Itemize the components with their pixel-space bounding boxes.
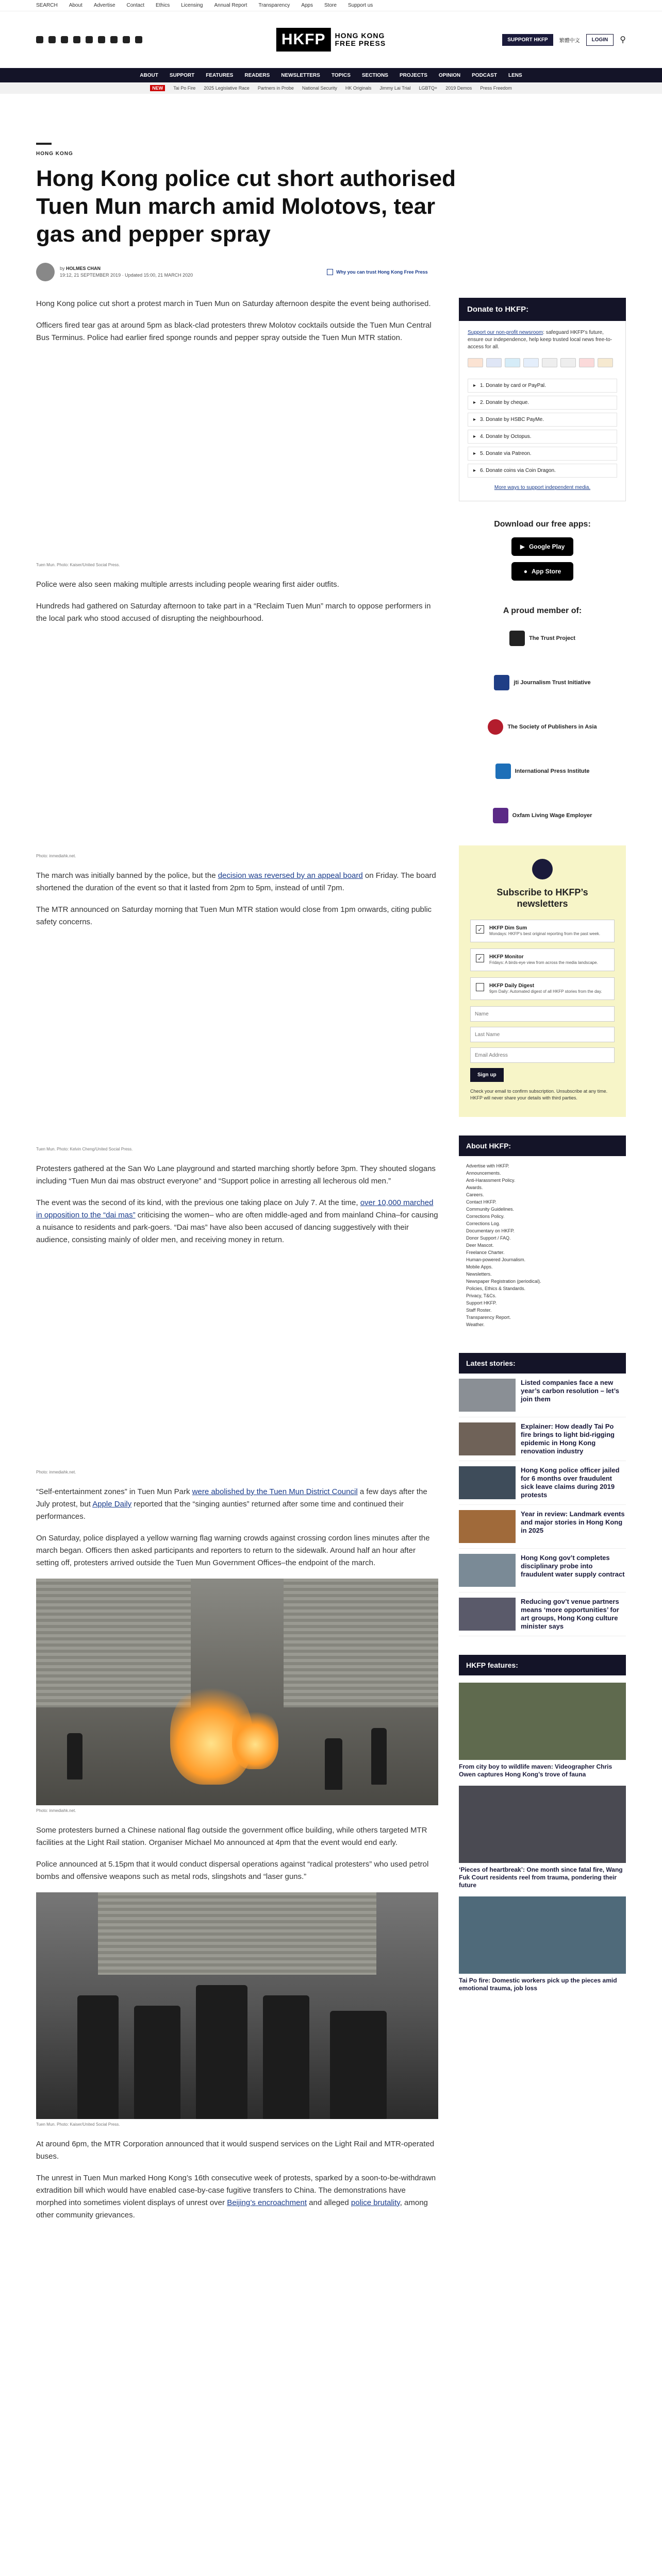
latest-title: Latest stories: — [459, 1353, 626, 1374]
paragraph — [36, 870, 438, 894]
article-dates: 19:12, 21 SEPTEMBER 2019 · Updated 15:00, 21 MARCH 2020 — [60, 273, 193, 278]
latest-stories — [459, 1374, 626, 1636]
by-label: by — [60, 266, 65, 271]
trending-link[interactable]: National Security — [302, 86, 337, 91]
trending-link[interactable]: LGBTQ+ — [419, 86, 438, 91]
trust-link[interactable] — [327, 269, 428, 275]
facebook-icon[interactable] — [36, 36, 43, 43]
oxfam-icon — [493, 808, 508, 823]
more-ways-link[interactable]: More ways to support independent media. — [494, 485, 591, 490]
play-icon: ▶ — [520, 543, 525, 550]
app-store-label: App Store — [531, 568, 561, 575]
member-label: Oxfam Living Wage Employer — [512, 812, 592, 819]
feature-image — [459, 1683, 626, 1760]
paypal-icon — [523, 358, 539, 367]
paragraph — [36, 1486, 438, 1523]
logo-line-1: HONG KONG — [335, 31, 385, 40]
article-header — [36, 94, 626, 282]
photo-figure — [263, 1995, 309, 2119]
article-title: Hong Kong police cut short authorised Tuen Mun march amid Molotovs, tear gas and pepper spray — [36, 166, 456, 247]
linkedin-icon[interactable] — [98, 36, 105, 43]
donate-text: : safeguard HKFP’s future, ensure our independence, help keep trusted local news free-to-access for all. — [468, 330, 613, 350]
text-run: criticising the women– who are often middle-aged and from mainland China–for causing a nuisance to residents and park-goers. “Dai mas” have also been accused of dancing suggestively with their audience, consisting mainly of older men, and receiving money in return. — [36, 1211, 438, 1244]
paragraph: At around 6pm, the MTR Corporation announced that it would suspend services on the Light Rail and MTR-operated buses. — [36, 2140, 435, 2161]
article-kicker[interactable]: HONG KONG — [36, 151, 73, 157]
apple-icon: ● — [523, 568, 527, 575]
paragraph: Hong Kong police cut short a protest march in Tuen Mun on Saturday afternoon despite the event being authorised. — [36, 299, 431, 308]
telegram-icon[interactable] — [123, 36, 130, 43]
about-link[interactable]: Staff Roster. — [466, 1308, 492, 1313]
member-logo[interactable] — [459, 713, 626, 741]
member-logo[interactable] — [459, 801, 626, 830]
photo-flame — [232, 1707, 278, 1769]
trending-link[interactable]: 2019 Demos — [445, 86, 472, 91]
jti-icon — [494, 675, 509, 690]
nav-opinion[interactable]: OPINION — [438, 72, 461, 78]
photo-figure — [77, 1995, 119, 2119]
story-thumbnail — [459, 1379, 516, 1412]
nav-sections[interactable]: SECTIONS — [361, 72, 388, 78]
text-run: reported that the “singing aunties” returned after some time and continued their performances. — [36, 1500, 404, 1521]
photo-caption: Tuen Mun. Photo: Kaiser/United Social Press. — [36, 2122, 120, 2127]
nav-podcast[interactable]: PODCAST — [472, 72, 498, 78]
story-title: Reducing gov’t venue partners means ‘more opportunities’ for art groups, Hong Kong culture minister says — [521, 1598, 619, 1630]
story-title: Hong Kong gov’t completes disciplinary probe into fraudulent water supply contract — [521, 1554, 625, 1578]
donate-link[interactable]: Support our non-profit newsroom — [468, 330, 543, 335]
feature-title: Tai Po fire: Domestic workers pick up the pieces amid emotional trauma, job loss — [459, 1977, 617, 1992]
byline — [36, 262, 626, 282]
paragraph: Hundreds had gathered on Saturday afternoon to take part in a “Reclaim Tuen Mun” march to oppose performers in the local park who stood accused of disrupting the neighbourhood. — [36, 602, 431, 623]
nav-readers[interactable]: READERS — [244, 72, 270, 78]
page-container — [36, 94, 626, 2231]
donate-option-label: 2. Donate by cheque. — [480, 400, 529, 405]
photo-figure — [325, 1738, 342, 1790]
x-icon[interactable] — [48, 36, 56, 43]
text-run: , among other community grievances. — [36, 2198, 428, 2219]
donate-option-label: 1. Donate by card or PayPal. — [480, 383, 546, 388]
text-run: “Self-entertainment zones” in Tuen Mun Park — [36, 1487, 192, 1496]
newsletter-option[interactable] — [470, 977, 615, 1000]
utility-apps[interactable]: Apps — [301, 3, 313, 8]
nav-projects[interactable]: PROJECTS — [399, 72, 427, 78]
article-body — [36, 298, 438, 2231]
utility-advertise[interactable]: Advertise — [93, 3, 115, 8]
about-link[interactable]: Advertise with HKFP. — [466, 1163, 509, 1168]
story-title: Explainer: How deadly Tai Po fire brings to light bid-rigging epidemic in Hong Kong renovation industry — [521, 1422, 615, 1455]
header-actions — [502, 34, 626, 46]
about-link[interactable]: Community Guidelines. — [466, 1207, 515, 1212]
apple-daily-link[interactable]: Apple Daily — [92, 1500, 132, 1509]
about-link[interactable]: Careers. — [466, 1192, 484, 1197]
newsletter-option-text — [489, 925, 600, 937]
utility-contact[interactable]: Contact — [126, 3, 144, 8]
about-link[interactable]: Policies, Ethics & Standards. — [466, 1286, 526, 1291]
district-council-link[interactable]: were abolished by the Tuen Mun District Council — [192, 1487, 358, 1496]
member-label: International Press Institute — [515, 768, 590, 774]
police-brutality-link[interactable]: police brutality — [351, 2198, 400, 2207]
utility-annual-report[interactable]: Annual Report — [214, 3, 247, 8]
about-link[interactable]: Awards. — [466, 1185, 483, 1190]
photo-shutter — [98, 1892, 376, 1975]
donate-lead — [468, 329, 617, 351]
text-run: The event was the second of its kind, with the previous one taking place on July 7. At the time, — [36, 1198, 360, 1207]
newsletter-desc: Fridays: A birds-eye view from across the media landscape. — [489, 960, 598, 965]
about-list — [459, 1156, 626, 1334]
paragraph: Police were also seen making multiple arrests including people wearing first aider outfits. — [36, 580, 339, 589]
newsletter-desc: 9pm Daily: Automated digest of all HKFP stories from the day. — [489, 989, 602, 994]
apps-title: Download our free apps: — [494, 520, 591, 529]
logo-mark: HKFP — [276, 28, 331, 52]
utility-bar — [0, 0, 662, 11]
text-run: The unrest in Tuen Mun marked Hong Kong’s 16th consecutive week of protests, sparked by a soon-to-be-withdrawn extradition bill which would have enabled case-by-case fugitive transfers to China. The demonstrations have morphed into sometimes violent displays of unrest over — [36, 2174, 436, 2207]
donate-option[interactable] — [468, 430, 617, 444]
newsletter-option-text — [489, 983, 602, 994]
rss-icon[interactable] — [135, 36, 142, 43]
text-run: on Friday. The board shortened the duration of the event so that it lasted from 2pm to 5pm, instead of until 7pm. — [36, 871, 436, 892]
about-link[interactable]: Corrections Policy. — [466, 1214, 505, 1219]
photo-blank — [36, 938, 438, 1144]
paragraph: Police announced at 5.15pm that it would conduct dispersal operations against “radical protesters” who used petrol bombs and offensive weapons such as metal rods, slingshots and “laser guns.” — [36, 1860, 429, 1881]
feature-story[interactable] — [459, 1683, 626, 1778]
latest-story[interactable] — [459, 1374, 626, 1417]
about-link[interactable]: Announcements. — [466, 1171, 501, 1176]
google-play-button[interactable] — [511, 537, 573, 556]
content-layout — [36, 298, 626, 2231]
features-title: HKFP features: — [459, 1655, 626, 1675]
triangle-icon: ▸ — [473, 417, 476, 422]
about-link[interactable]: Freelance Charter. — [466, 1250, 505, 1255]
paragraph — [36, 2172, 438, 2222]
donate-option-label: 3. Donate by HSBC PayMe. — [480, 417, 544, 422]
donate-box — [459, 321, 626, 501]
newsletter-title: Subscribe to HKFP’s newsletters — [496, 887, 588, 909]
latest-story[interactable] — [459, 1549, 626, 1592]
amex-icon — [505, 358, 520, 367]
utility-about[interactable]: About — [69, 3, 82, 8]
triangle-icon: ▸ — [473, 383, 476, 388]
paragraph: On Saturday, police displayed a yellow warning flag warning crowds against crossing cordon lines minutes after the march began. Officers then asked participants and reporters to return to the sidewalk. Around half an hour after setting off, protesters arrived outside the Tuen Mun Government Offices–the endpoint of the march. — [36, 1534, 430, 1567]
photo-figure — [134, 2006, 180, 2119]
youtube-icon[interactable] — [110, 36, 118, 43]
story-thumbnail — [459, 1510, 516, 1543]
member-logo[interactable] — [459, 624, 626, 653]
donate-option[interactable] — [468, 464, 617, 478]
text-run: a few days after the July protest, but — [36, 1487, 427, 1509]
octopus-icon — [598, 358, 613, 367]
sidebar — [459, 298, 626, 2231]
member-label: The Trust Project — [529, 635, 575, 641]
about-link[interactable]: Deer Mascot. — [466, 1243, 494, 1248]
feature-image — [459, 1896, 626, 1974]
triangle-icon: ▸ — [473, 451, 476, 456]
latest-story[interactable] — [459, 1592, 626, 1636]
apple-pay-icon — [542, 358, 557, 367]
triangle-icon: ▸ — [473, 434, 476, 439]
new-badge: NEW — [150, 85, 165, 91]
photo-molotov-fire — [36, 1579, 438, 1805]
trending-link[interactable]: Press Freedom — [480, 86, 512, 91]
utility-store[interactable]: Store — [324, 3, 337, 8]
about-link[interactable]: Corrections Log. — [466, 1221, 501, 1226]
newsletter-option-text — [489, 954, 598, 965]
story-title: Year in review: Landmark events and major stories in Hong Kong in 2025 — [521, 1510, 625, 1534]
photo-caption: Photo: inmediahk.net. — [36, 1470, 76, 1475]
utility-search[interactable]: SEARCH — [36, 3, 58, 8]
about-link[interactable]: Human-powered Journalism. — [466, 1257, 526, 1262]
latest-story[interactable] — [459, 1461, 626, 1505]
story-thumbnail — [459, 1598, 516, 1631]
latest-story[interactable] — [459, 1417, 626, 1461]
byline-meta — [60, 265, 193, 279]
ipi-icon — [495, 764, 511, 779]
nav-features[interactable]: FEATURES — [206, 72, 234, 78]
paragraph: Protesters gathered at the San Wo Lane playground and started marching shortly before 3pm. They shouted slogans including “Tuen Mun dai mas obstruct everyone” and “Support police in arresting all lecherous old men.” — [36, 1164, 436, 1185]
newsletter-note: Check your email to confirm subscription. Unsubscribe at any time. HKFP will never share your details with third parties. — [470, 1089, 608, 1100]
nav-newsletters[interactable]: NEWSLETTERS — [281, 72, 320, 78]
about-link[interactable]: Transparency Report. — [466, 1315, 511, 1320]
feature-story[interactable] — [459, 1896, 626, 1992]
nav-support[interactable]: SUPPORT — [169, 72, 195, 78]
support-hkfp-button[interactable]: SUPPORT HKFP — [502, 34, 553, 46]
newsletter-checkbox[interactable]: ✓ — [476, 954, 484, 962]
about-link[interactable]: Donor Support / FAQ. — [466, 1235, 511, 1241]
sign-up-button[interactable]: Sign up — [470, 1068, 504, 1082]
donate-option[interactable] — [468, 379, 617, 393]
utility-licensing[interactable]: Licensing — [181, 3, 203, 8]
story-thumbnail — [459, 1466, 516, 1499]
triangle-icon: ▸ — [473, 468, 476, 473]
author-avatar[interactable] — [36, 263, 55, 281]
social-links — [36, 36, 142, 43]
photo-shutter — [36, 1579, 191, 1707]
nav-about[interactable]: ABOUT — [140, 72, 158, 78]
newsletter-checkbox[interactable]: ✓ — [476, 925, 484, 934]
utility-transparency[interactable]: Transparency — [258, 3, 290, 8]
name-field[interactable] — [470, 1006, 615, 1022]
about-title: About HKFP: — [459, 1136, 626, 1156]
photo-figure — [330, 2011, 387, 2119]
app-store-button[interactable] — [511, 562, 573, 581]
trending-link[interactable]: Partners in Probe — [257, 86, 294, 91]
trending-link[interactable]: Jimmy Lai Trial — [379, 86, 411, 91]
nav-lens[interactable]: LENS — [508, 72, 522, 78]
text-run: The march was initially banned by the police, but the — [36, 871, 218, 880]
sopa-icon — [488, 719, 503, 735]
author-name[interactable]: HOLMES CHAN — [66, 266, 101, 271]
feature-story[interactable] — [459, 1786, 626, 1889]
search-icon[interactable]: ⚲ — [620, 36, 626, 44]
about-link[interactable]: Documentary on HKFP. — [466, 1228, 515, 1233]
main-nav — [0, 68, 662, 82]
member-logo[interactable] — [459, 668, 626, 697]
newsletter-name: HKFP Monitor — [489, 954, 524, 960]
mastodon-icon[interactable] — [86, 36, 93, 43]
member-logo[interactable] — [459, 757, 626, 786]
trust-label: Why you can trust Hong Kong Free Press — [336, 269, 428, 275]
newsletter-name: HKFP Dim Sum — [489, 925, 527, 931]
story-title: Hong Kong police officer jailed for 6 months over fraudulent sick leave claims during 2019 protests — [521, 1466, 620, 1499]
newsletter-checkbox[interactable] — [476, 983, 484, 991]
newsletter-icon — [532, 859, 553, 879]
visa-icon — [486, 358, 502, 367]
photo-caption: Photo: inmediahk.net. — [36, 1808, 76, 1813]
logo-words — [335, 32, 386, 47]
triangle-icon: ▸ — [473, 400, 476, 405]
google-play-label: Google Play — [528, 543, 565, 550]
nav-topics[interactable]: TOPICS — [331, 72, 351, 78]
donate-option[interactable] — [468, 396, 617, 410]
story-thumbnail — [459, 1422, 516, 1455]
donate-option-label: 4. Donate by Octopus. — [480, 434, 532, 439]
photo-blank — [36, 1256, 438, 1467]
beijing-link[interactable]: Beijing’s encroachment — [227, 2198, 307, 2207]
about-link[interactable]: Newsletters. — [466, 1272, 492, 1277]
newsletter-option[interactable] — [470, 920, 615, 942]
last-name-field[interactable] — [470, 1027, 615, 1042]
paragraph: Officers fired tear gas at around 5pm as black-clad protesters threw Molotov cocktails outside the Tuen Mun Central Bus Terminus. Police had earlier fired sponge rounds and pepper spray outside the Tuen Mun MTR station. — [36, 321, 432, 342]
site-header — [0, 11, 662, 68]
feature-title: From city boy to wildlife maven: Videographer Chris Owen captures Hong Kong’s trove of fauna — [459, 1763, 613, 1778]
paragraph — [36, 1197, 438, 1246]
about-link[interactable]: Weather. — [466, 1322, 485, 1327]
story-title: Listed companies face a new year’s carbon resolution – let’s join them — [521, 1379, 619, 1403]
paragraph: Some protesters burned a Chinese national flag outside the government office building, while others targeted MTR facilities at the Light Rail station. Organiser Michael Mo announced at 4pm that the event would end early. — [36, 1826, 427, 1847]
trust-icon — [327, 269, 333, 275]
about-link[interactable]: Contact HKFP. — [466, 1199, 496, 1205]
photo-figure — [371, 1728, 387, 1785]
newsletter-desc: Mondays: HKFP’s best original reporting from the past week. — [489, 931, 601, 936]
donate-option[interactable] — [468, 413, 617, 427]
photo-caption: Photo: inmediahk.net. — [36, 854, 76, 858]
trending-bar — [0, 82, 662, 94]
about-link[interactable]: Mobile Apps. — [466, 1264, 493, 1269]
instagram-icon[interactable] — [61, 36, 68, 43]
donate-option-label: 5. Donate via Patreon. — [480, 451, 532, 456]
photo-caption: Tuen Mun. Photo: Kelvin Cheng/United Social Press. — [36, 1147, 133, 1151]
photo-shutter — [284, 1579, 438, 1707]
feature-image — [459, 1786, 626, 1863]
member-label: The Society of Publishers in Asia — [507, 724, 597, 730]
utility-support[interactable]: Support us — [347, 3, 373, 8]
member-label: jti Journalism Trust Initiative — [514, 680, 591, 686]
trending-link[interactable]: 2025 Legislative Race — [204, 86, 250, 91]
language-link[interactable]: 繁體中文 — [559, 38, 580, 44]
latest-story[interactable] — [459, 1505, 626, 1549]
donate-option[interactable] — [468, 447, 617, 461]
threads-icon[interactable] — [73, 36, 80, 43]
site-logo[interactable] — [276, 28, 386, 52]
photo-figure — [196, 1985, 247, 2119]
photo-protesters — [36, 1892, 438, 2119]
newsletter-option[interactable] — [470, 948, 615, 971]
kicker-rule — [36, 143, 52, 145]
utility-ethics[interactable]: Ethics — [155, 3, 170, 8]
logo-line-2: FREE PRESS — [335, 39, 386, 47]
newsletter-name: HKFP Daily Digest — [489, 983, 535, 989]
appeal-board-link[interactable]: decision was reversed by an appeal board — [218, 871, 363, 880]
payme-icon — [579, 358, 594, 367]
about-link[interactable]: Privacy, T&Cs. — [466, 1293, 496, 1298]
feature-title: ‘Pieces of heartbreak’: One month since fatal fire, Wang Fuk Court residents reel from trauma, pondering their future — [459, 1866, 623, 1889]
newsletter-box — [459, 845, 626, 1117]
member-title: A proud member of: — [503, 606, 582, 615]
donate-title: Donate to HKFP: — [459, 298, 626, 321]
paragraph: The MTR announced on Saturday morning that Tuen Mun MTR station would close from 1pm onwards, citing public safety concerns. — [36, 905, 432, 926]
text-run: and alleged — [307, 2198, 351, 2207]
mastercard-icon — [468, 358, 483, 367]
story-thumbnail — [459, 1554, 516, 1587]
photo-blank — [36, 353, 438, 560]
photo-figure — [67, 1733, 82, 1780]
login-button[interactable]: LOGIN — [586, 34, 614, 46]
payment-icons — [468, 358, 617, 367]
july-march-link[interactable]: over 10,000 marched in opposition to the “dai mas” — [36, 1198, 434, 1219]
photo-blank — [36, 634, 438, 851]
about-link[interactable]: Anti-Harassment Policy. — [466, 1178, 516, 1183]
photo-caption: Tuen Mun. Photo: Kaiser/United Social Press. — [36, 563, 120, 567]
email-field[interactable] — [470, 1047, 615, 1063]
trust-project-icon — [509, 631, 525, 646]
trending-link[interactable]: HK Originals — [345, 86, 372, 91]
trending-link[interactable]: Tai Po Fire — [173, 86, 196, 91]
about-link[interactable]: Support HKFP. — [466, 1300, 497, 1306]
donate-option-label: 6. Donate coins via Coin Dragon. — [480, 468, 556, 473]
google-pay-icon — [560, 358, 576, 367]
about-link[interactable]: Newspaper Registration (periodical). — [466, 1279, 541, 1284]
